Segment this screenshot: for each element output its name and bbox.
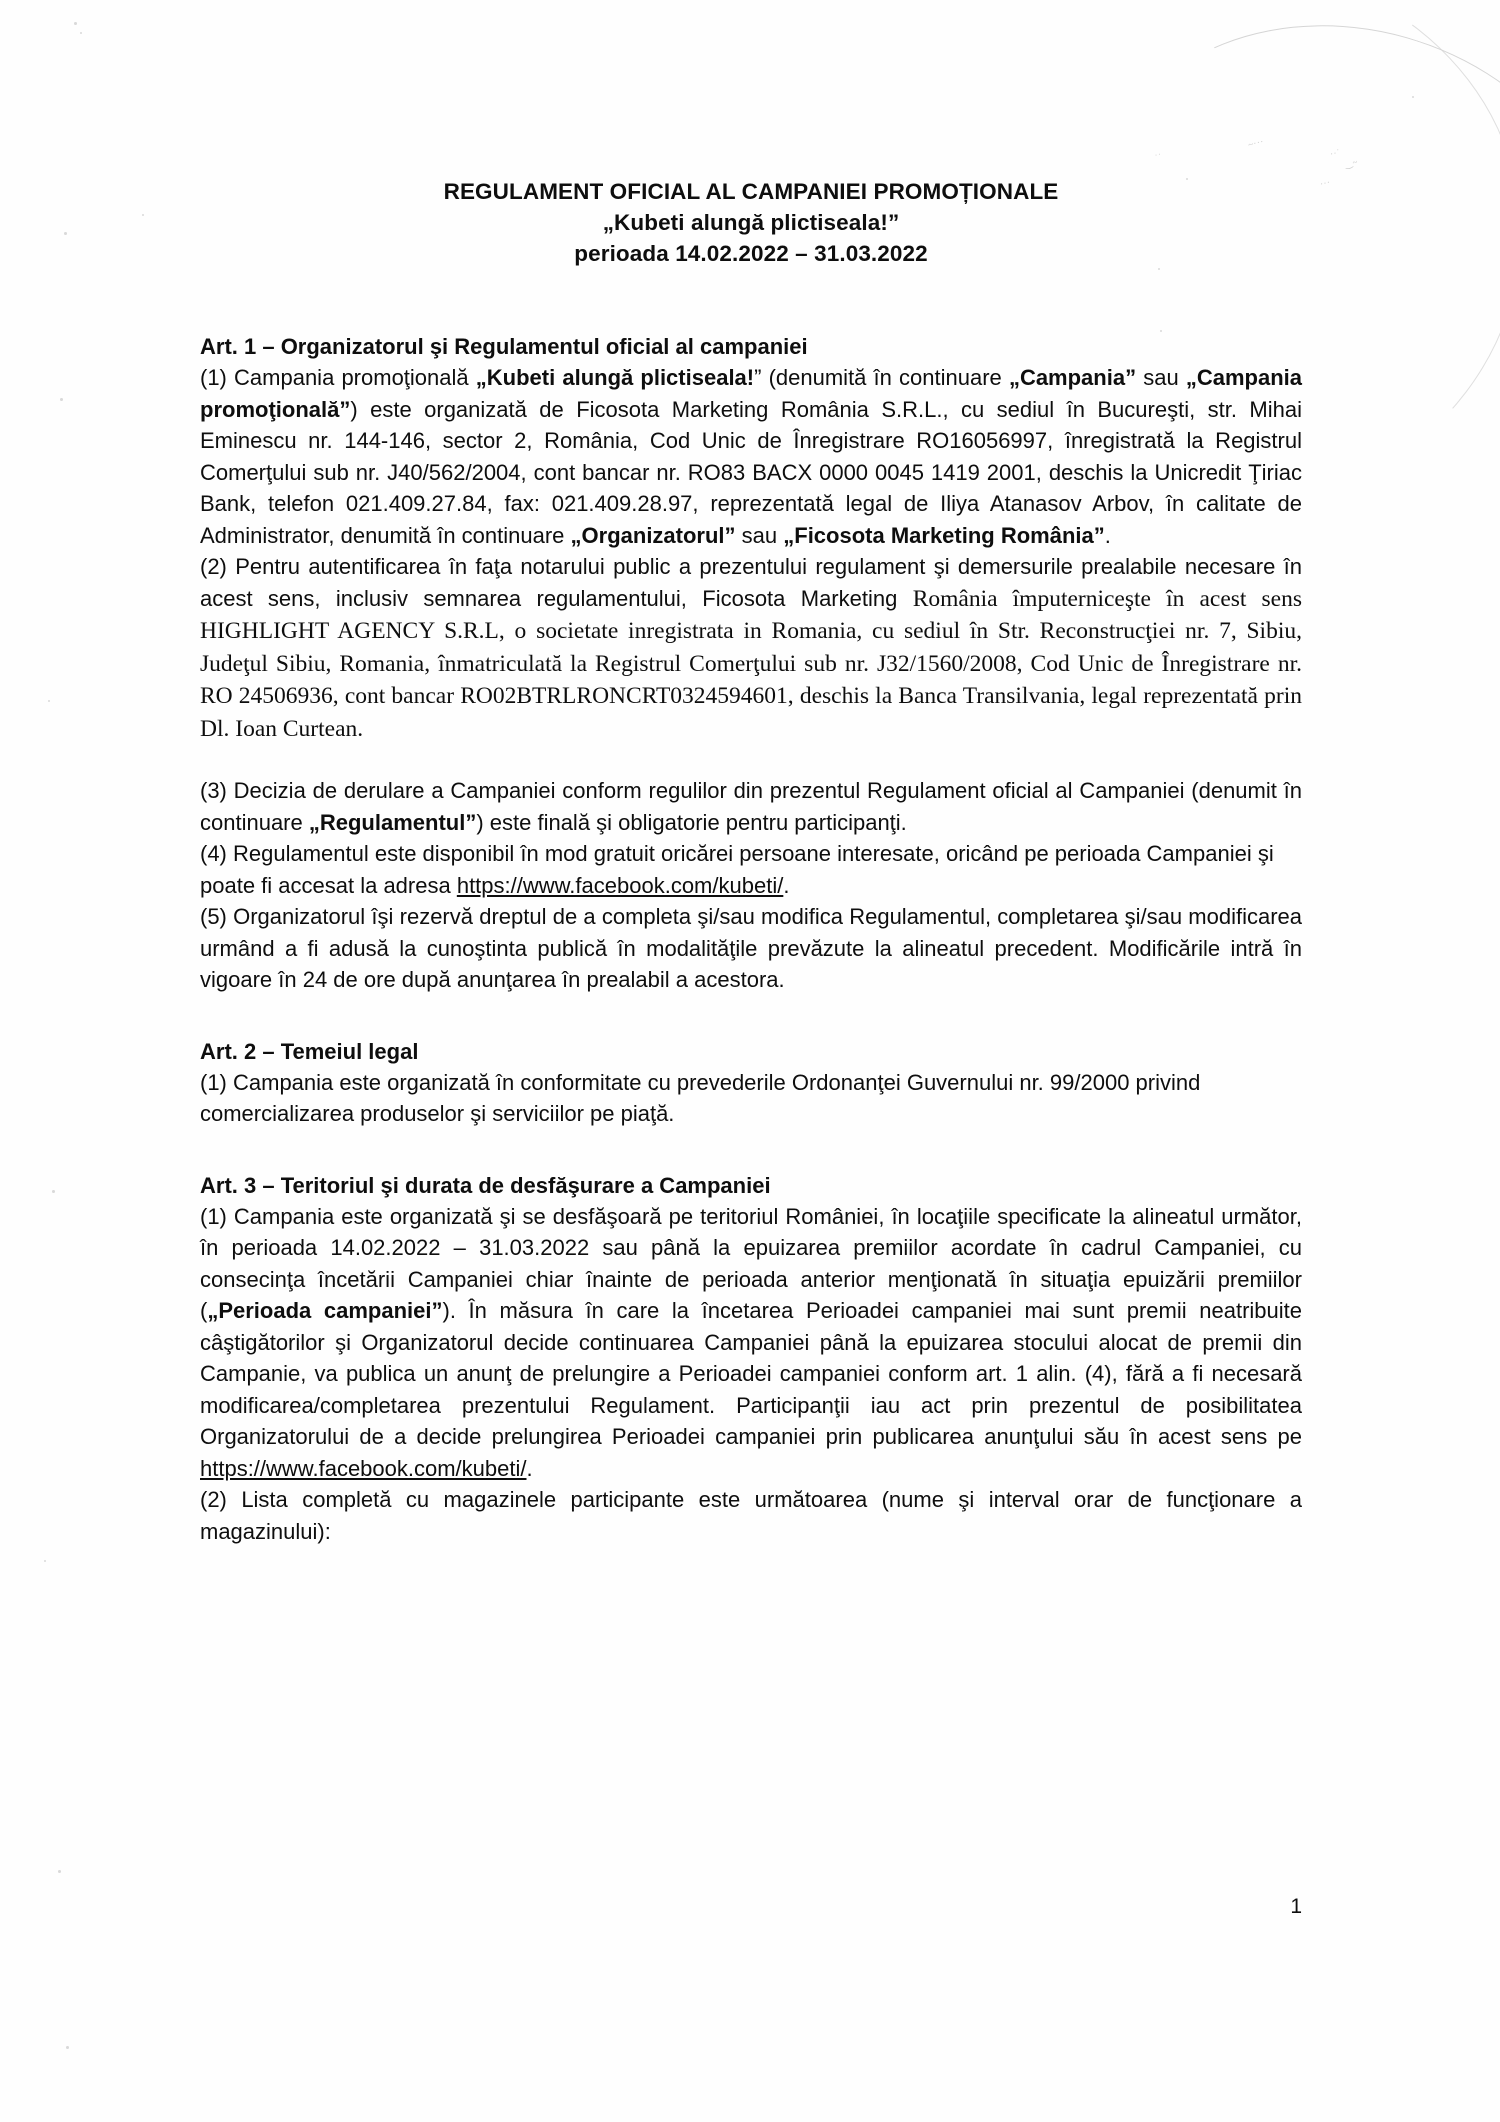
a1-p1-term-campania: „Campania” <box>1008 365 1137 390</box>
a3-p1-part-c: ). În măsura în care la încetarea Perioadei campaniei mai sunt premii neatribuite câştigătorilor şi Organizatorul decide continuarea Campaniei până la epuizarea stocului alocat de premii din Campanie, va publica un anunţ de prelungire a Perioadei campaniei conform art. 1 alin. (4), fără a fi necesară modificarea/completarea prezentului Regulament. Participanţii iau act prin prezentul de posibilitatea Organizatorului de a decide prelungirea Perioadei campaniei prin publicarea anunţului său în acest sens pe <box>200 1298 1303 1449</box>
page-title <box>200 176 1302 269</box>
scan-artifact-smudge-5: ˙˙ <box>1153 151 1164 163</box>
a3-p1-part-a: (1) Campania este organizată şi se desfăşoară pe teritoriul României, în locaţiile specificate la alineatul următor, în perioada 14.02.2022 – 31.03.2022 sau până la epuizarea premiilor acordate în cadrul Campaniei, cu consecinţa încetării Campaniei chiar înainte de perioada anterior menţionată în situaţia epuizării premiilor ( <box>200 1203 1302 1323</box>
title-line-3: perioada 14.02.2022 – 31.03.2022 <box>574 241 928 266</box>
a1-p1-campaign-name: „Kubeti alungă plictiseala! <box>475 365 755 390</box>
title-line-1: REGULAMENT OFICIAL AL CAMPANIEI PROMOȚIONALE <box>443 179 1059 204</box>
article-1-paragraph-3 <box>200 775 1302 838</box>
a1-p1-part-c: ” (denumită în continuare <box>754 365 1009 390</box>
a1-p3-part-c: ) este finală şi obligatorie pentru participanţi. <box>476 809 907 835</box>
scan-speckle <box>44 1560 46 1562</box>
facebook-link[interactable]: https://www.facebook.com/kubeti/ <box>456 872 784 898</box>
a1-p3-part-a: (3) Decizia de derulare a Campaniei conform regulilor din prezentul Regulament oficial al Campaniei (denumit în continuare <box>200 778 1302 835</box>
article-1-heading: Art. 1 – Organizatorul şi Regulamentul oficial al campaniei <box>200 334 808 359</box>
a3-p1-part-d: . <box>526 1455 533 1481</box>
a1-p4-part-b: . <box>783 872 790 898</box>
scan-artifact-smudge-2: ··˙ <box>1328 146 1342 160</box>
a1-p1-term-ficosota: „Ficosota Marketing România” <box>783 522 1105 548</box>
article-2-heading: Art. 2 – Temeiul legal <box>200 1038 419 1064</box>
a1-p2-part-a: (2) Pentru autentificarea în faţa notarului public a prezentului regulament şi demersurile prealabile necesare în acest sens, inclusiv semnarea regulamentului, Ficosota Marketing <box>200 554 1302 611</box>
a1-p1-part-k: . <box>1104 522 1111 548</box>
article-1-paragraph-1 <box>200 362 1302 551</box>
scan-speckle <box>66 2046 69 2049</box>
a1-p1-part-g: ) este organizată de Ficosota Marketing România S.R.L., cu sediul în Bucureşti, str. Mihai Eminescu nr. 144-146, sector 2, România, Cod Unic de Înregistrare RO16056997, înregistrată la Registrul Comerţului sub nr. J40/562/2004, cont bancar nr. RO83 BACX 0000 0045 1419 2001, deschis la Unicredit Ţiriac Bank, telefon 021.409.27.84, fax: 021.409.28.97, reprezentată legal de Iliya Atanasov Arbov, în calitate de Administrator, denumită în continuare <box>200 396 1302 548</box>
a1-p4-part-a: (4) Regulamentul este disponibil în mod gratuit oricărei persoane interesate, oricând pe perioada Campaniei şi poate fi accesat la adresa <box>200 841 1274 898</box>
document-content <box>200 0 1303 1918</box>
page-number: 1 <box>1290 1895 1302 1918</box>
scan-speckle <box>52 1190 55 1193</box>
article-3-paragraph-2: (2) Lista completă cu magazinele participante este următoarea (nume şi interval orar de funcţionare a magazinului): <box>200 1487 1302 1544</box>
scan-speckle <box>142 214 144 216</box>
a3-p1-term-perioada-campaniei: „Perioada campaniei” <box>207 1298 443 1323</box>
scan-artifact-smudge-1: ~··· <box>1247 136 1265 150</box>
scan-speckle <box>60 398 63 401</box>
a1-p2-serif-part: România împuterniceşte în acest sens HIGHLIGHT AGENCY S.R.L, o societate inregistrata in Romania, cu sediul în Str. Reconstrucţiei nr. 7, Sibiu, Judeţul Sibiu, Romania, înmatriculată la Registrul Comerţului sub nr. J32/1560/2008, Cod Unic de Înregistrare nr. RO 24506936, cont bancar RO02BTRLRONCRT0324594601, deschis la Banca Transilvania, legal reprezentată prin Dl. Ioan Curtean. <box>200 585 1302 742</box>
a1-p1-term-campania-promotionala: „Campania promoţională” <box>200 365 1302 422</box>
scan-speckle <box>58 1870 61 1873</box>
article-2-paragraph-1: (1) Campania este organizată în conformitate cu prevederile Ordonanţei Guvernului nr. 99/2000 privind comercializarea produselor şi serviciilor pe piaţă. <box>200 1069 1201 1126</box>
title-line-2: „Kubeti alungă plictiseala!” <box>602 210 900 235</box>
article-1-paragraph-4 <box>200 838 1302 901</box>
article-3-heading: Art. 3 – Teritoriul şi durata de desfăşurare a Campaniei <box>200 1172 771 1198</box>
scan-speckle <box>74 22 77 25</box>
scan-artifact-smudge-4: ··· <box>1318 176 1332 190</box>
a1-p3-term-regulamentul: „Regulamentul” <box>308 809 477 835</box>
scan-speckle <box>64 232 67 235</box>
article-1-paragraph-5: (5) Organizatorul îşi rezervă dreptul de a completa şi/sau modifica Regulamentul, completarea şi/sau modificarea urmând a fi adusă la cunoştinta publică în modalităţile prevăzute la alineatul precedent. Modificările intră în vigoare în 24 de ore după anunţarea în prealabil a acestora. <box>200 904 1302 992</box>
scan-speckle <box>80 32 82 34</box>
scan-speckle <box>1412 96 1414 98</box>
a1-p1-part-a: (1) Campania promoţională <box>200 365 476 390</box>
a1-p1-part-i: sau <box>735 522 784 548</box>
a1-p1-part-e: sau <box>1136 365 1186 390</box>
article-1-paragraph-2 <box>200 551 1302 745</box>
scan-artifact-smudge-3: ‿~ <box>1343 156 1360 170</box>
article-3-paragraph-1 <box>200 1201 1302 1485</box>
facebook-link[interactable]: https://www.facebook.com/kubeti/ <box>200 1455 527 1481</box>
a1-p1-term-organizatorul: „Organizatorul” <box>570 522 736 548</box>
scan-speckle <box>48 700 50 702</box>
